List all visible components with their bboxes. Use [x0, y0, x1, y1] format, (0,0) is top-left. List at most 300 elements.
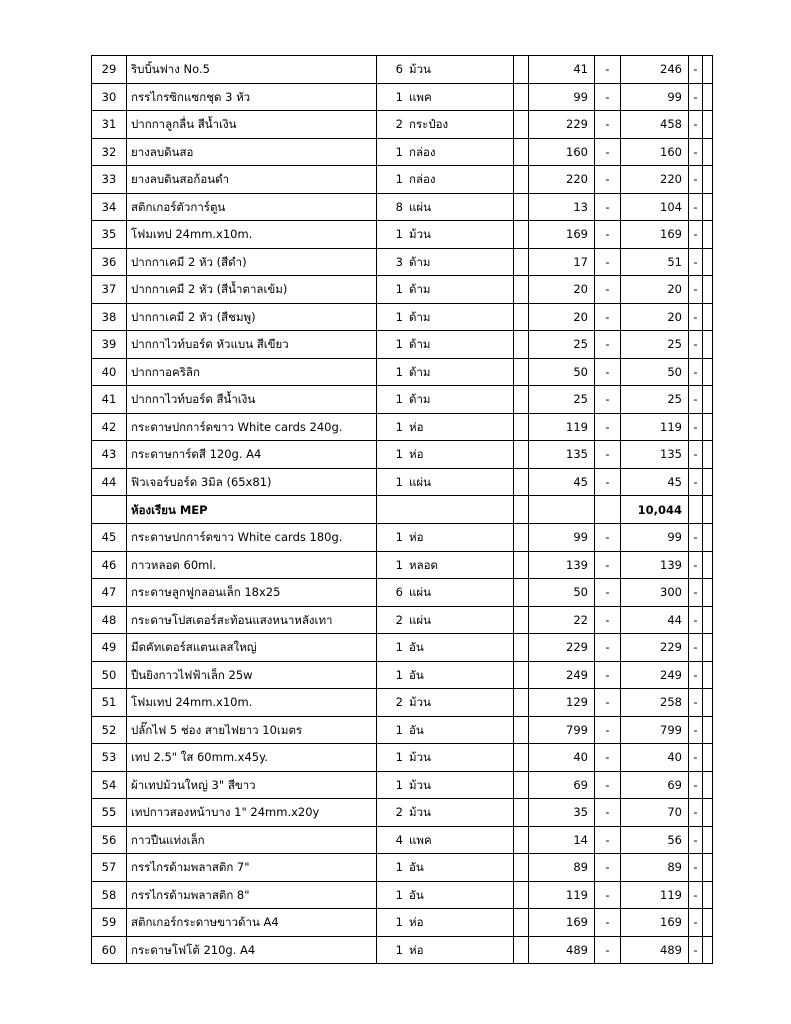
- item-unit: แพค: [409, 89, 432, 104]
- total-dash: -: [689, 358, 703, 386]
- blank-cell: [514, 303, 529, 331]
- total-dash: -: [689, 331, 703, 359]
- table-row: [92, 358, 713, 386]
- item-quantity-cell: [377, 881, 514, 909]
- item-quantity-cell: [377, 83, 514, 111]
- item-unit-price: 50: [529, 358, 595, 386]
- price-dash: -: [595, 524, 621, 552]
- item-number: 55: [92, 799, 127, 827]
- item-number: 54: [92, 771, 127, 799]
- blank-cell: [514, 413, 529, 441]
- end-cell: [703, 744, 713, 772]
- end-cell: [703, 909, 713, 937]
- total-dash: -: [689, 303, 703, 331]
- item-total: 20: [621, 303, 689, 331]
- item-unit: แผ่น: [409, 199, 432, 214]
- item-unit: ด้าม: [409, 392, 431, 407]
- total-dash: -: [689, 716, 703, 744]
- item-total: 25: [621, 331, 689, 359]
- item-description: ปากกาไวท์บอร์ด สีน้ำเงิน: [127, 386, 377, 414]
- price-dash: -: [595, 744, 621, 772]
- item-quantity-cell: [377, 716, 514, 744]
- item-number: 51: [92, 689, 127, 717]
- item-quantity: 6: [395, 62, 403, 77]
- section-total: 10,044: [621, 496, 689, 524]
- price-dash: -: [595, 634, 621, 662]
- total-dash: -: [689, 606, 703, 634]
- item-unit-price: 135: [529, 441, 595, 469]
- item-unit-price: 799: [529, 716, 595, 744]
- end-cell: [703, 56, 713, 84]
- item-quantity-cell: [377, 303, 514, 331]
- items-group-2: [92, 524, 713, 964]
- item-unit-price: 160: [529, 138, 595, 166]
- section-group: [92, 496, 713, 524]
- item-number: 31: [92, 111, 127, 139]
- item-unit-price: 50: [529, 579, 595, 607]
- total-dash: -: [689, 441, 703, 469]
- total-dash: -: [689, 936, 703, 964]
- end-cell: [703, 166, 713, 194]
- item-total: 25: [621, 386, 689, 414]
- item-unit: ห่อ: [409, 447, 424, 462]
- item-description: สติกเกอร์ตัวการ์ตูน: [127, 193, 377, 221]
- item-total: 20: [621, 276, 689, 304]
- blank-cell: [514, 221, 529, 249]
- item-quantity-cell: [377, 56, 514, 84]
- end-cell: [703, 716, 713, 744]
- item-number: 49: [92, 634, 127, 662]
- blank-cell: [514, 936, 529, 964]
- item-number: 44: [92, 468, 127, 496]
- item-unit: ม้วน: [409, 695, 431, 710]
- item-unit: ม้วน: [409, 805, 431, 820]
- price-dash: -: [595, 854, 621, 882]
- end-cell: [703, 826, 713, 854]
- item-description: กระดาษการ์ดสี 120g. A4: [127, 441, 377, 469]
- end-cell: [703, 303, 713, 331]
- total-dash: -: [689, 111, 703, 139]
- table-row: [92, 248, 713, 276]
- item-quantity: 6: [395, 585, 403, 600]
- total-dash: -: [689, 881, 703, 909]
- table-row: [92, 579, 713, 607]
- item-quantity-cell: [377, 111, 514, 139]
- price-dash: -: [595, 771, 621, 799]
- item-quantity: 1: [395, 364, 403, 379]
- item-unit: แผ่น: [409, 474, 432, 489]
- item-total: 56: [621, 826, 689, 854]
- table-row: [92, 744, 713, 772]
- table-row: [92, 854, 713, 882]
- total-dash: -: [689, 166, 703, 194]
- total-dash: -: [689, 56, 703, 84]
- item-unit: ห่อ: [409, 942, 424, 957]
- section-dash2-cell: [689, 496, 703, 524]
- item-number: 52: [92, 716, 127, 744]
- item-total: 799: [621, 716, 689, 744]
- price-dash: -: [595, 83, 621, 111]
- item-description: กาวปืนแท่งเล็ก: [127, 826, 377, 854]
- price-dash: -: [595, 881, 621, 909]
- item-unit: ม้วน: [409, 62, 431, 77]
- total-dash: -: [689, 276, 703, 304]
- item-quantity-cell: [377, 276, 514, 304]
- total-dash: -: [689, 854, 703, 882]
- item-quantity-cell: [377, 634, 514, 662]
- item-unit: อัน: [409, 860, 424, 875]
- price-dash: -: [595, 56, 621, 84]
- item-total: 229: [621, 634, 689, 662]
- end-cell: [703, 83, 713, 111]
- item-quantity-cell: [377, 771, 514, 799]
- item-unit: ม้วน: [409, 750, 431, 765]
- item-description: เทป 2.5" ใส 60mm.x45y.: [127, 744, 377, 772]
- item-total: 300: [621, 579, 689, 607]
- blank-cell: [514, 661, 529, 689]
- end-cell: [703, 661, 713, 689]
- section-price-cell: [529, 496, 595, 524]
- item-unit-price: 99: [529, 83, 595, 111]
- section-qty-cell: [377, 496, 514, 524]
- price-dash: -: [595, 799, 621, 827]
- price-dash: -: [595, 386, 621, 414]
- item-quantity: 1: [395, 474, 403, 489]
- item-unit: ด้าม: [409, 364, 431, 379]
- blank-cell: [514, 881, 529, 909]
- item-number: 39: [92, 331, 127, 359]
- item-unit-price: 489: [529, 936, 595, 964]
- item-number: 48: [92, 606, 127, 634]
- item-number: 47: [92, 579, 127, 607]
- blank-cell: [514, 83, 529, 111]
- item-total: 489: [621, 936, 689, 964]
- section-dash-cell: [595, 496, 621, 524]
- item-description: ปากกาเคมี 2 หัว (สีชมพู): [127, 303, 377, 331]
- item-number: 60: [92, 936, 127, 964]
- item-unit: ห่อ: [409, 915, 424, 930]
- item-quantity-cell: [377, 689, 514, 717]
- total-dash: -: [689, 221, 703, 249]
- total-dash: -: [689, 744, 703, 772]
- table-row: [92, 386, 713, 414]
- item-quantity: 1: [395, 750, 403, 765]
- end-cell: [703, 358, 713, 386]
- item-quantity: 1: [395, 282, 403, 297]
- table-row: [92, 276, 713, 304]
- table-row: [92, 551, 713, 579]
- item-total: 139: [621, 551, 689, 579]
- item-quantity-cell: [377, 386, 514, 414]
- item-quantity: 1: [395, 667, 403, 682]
- item-number: 42: [92, 413, 127, 441]
- item-unit: อัน: [409, 722, 424, 737]
- item-quantity: 2: [395, 612, 403, 627]
- table-row: [92, 111, 713, 139]
- table-row: [92, 441, 713, 469]
- item-unit-price: 229: [529, 111, 595, 139]
- end-cell: [703, 689, 713, 717]
- item-unit-price: 22: [529, 606, 595, 634]
- table-row: [92, 331, 713, 359]
- price-dash: -: [595, 221, 621, 249]
- item-unit-price: 14: [529, 826, 595, 854]
- item-total: 50: [621, 358, 689, 386]
- price-dash: -: [595, 606, 621, 634]
- end-cell: [703, 248, 713, 276]
- item-description: มีดคัทเตอร์สแตนเลสใหญ่: [127, 634, 377, 662]
- blank-cell: [514, 716, 529, 744]
- total-dash: -: [689, 551, 703, 579]
- item-description: ริบบิ้นฟาง No.5: [127, 56, 377, 84]
- price-dash: -: [595, 413, 621, 441]
- item-quantity: 8: [395, 199, 403, 214]
- end-cell: [703, 386, 713, 414]
- price-dash: -: [595, 909, 621, 937]
- item-quantity: 1: [395, 144, 403, 159]
- total-dash: -: [689, 248, 703, 276]
- item-description: สติกเกอร์กระดาษขาวด้าน A4: [127, 909, 377, 937]
- end-cell: [703, 441, 713, 469]
- item-total: 220: [621, 166, 689, 194]
- table-row: [92, 413, 713, 441]
- item-description: กรรไกรซิกแซกชุด 3 หัว: [127, 83, 377, 111]
- end-cell: [703, 606, 713, 634]
- item-description: ปืนยิงกาวไฟฟ้าเล็ก 25w: [127, 661, 377, 689]
- blank-cell: [514, 579, 529, 607]
- item-unit-price: 20: [529, 276, 595, 304]
- item-description: โฟมเทป 24mm.x10m.: [127, 689, 377, 717]
- item-number: 46: [92, 551, 127, 579]
- item-description: กระดาษโปสเตอร์สะท้อนแสงหนาหลังเทา: [127, 606, 377, 634]
- end-cell: [703, 524, 713, 552]
- item-quantity-cell: [377, 854, 514, 882]
- item-description: กระดาษโฟโต้ 210g. A4: [127, 936, 377, 964]
- item-description: กระดาษปกการ์ดขาว White cards 180g.: [127, 524, 377, 552]
- item-description: ปากกาเคมี 2 หัว (สีน้ำตาลเข้ม): [127, 276, 377, 304]
- item-quantity: 4: [395, 832, 403, 847]
- item-quantity-cell: [377, 221, 514, 249]
- item-quantity: 1: [395, 860, 403, 875]
- item-description: กรรไกรด้ามพลาสติก 8": [127, 881, 377, 909]
- item-total: 44: [621, 606, 689, 634]
- item-number: 56: [92, 826, 127, 854]
- table-row: [92, 936, 713, 964]
- item-unit-price: 40: [529, 744, 595, 772]
- item-quantity-cell: [377, 331, 514, 359]
- item-quantity-cell: [377, 799, 514, 827]
- total-dash: -: [689, 661, 703, 689]
- blank-cell: [514, 744, 529, 772]
- end-cell: [703, 138, 713, 166]
- item-unit-price: 41: [529, 56, 595, 84]
- price-dash: -: [595, 303, 621, 331]
- end-cell: [703, 413, 713, 441]
- table-row: [92, 881, 713, 909]
- blank-cell: [514, 606, 529, 634]
- item-quantity: 2: [395, 117, 403, 132]
- total-dash: -: [689, 413, 703, 441]
- blank-cell: [514, 909, 529, 937]
- price-dash: -: [595, 716, 621, 744]
- total-dash: -: [689, 799, 703, 827]
- item-unit: ด้าม: [409, 309, 431, 324]
- items-table: [91, 55, 713, 964]
- end-cell: [703, 854, 713, 882]
- item-quantity-cell: [377, 468, 514, 496]
- end-cell: [703, 579, 713, 607]
- item-description: กระดาษปกการ์ดขาว White cards 240g.: [127, 413, 377, 441]
- item-description: ฟิวเจอร์บอร์ด 3มิล (65x81): [127, 468, 377, 496]
- item-unit-price: 25: [529, 386, 595, 414]
- item-quantity: 1: [395, 722, 403, 737]
- item-unit: ด้าม: [409, 282, 431, 297]
- item-quantity: 1: [395, 915, 403, 930]
- item-unit-price: 17: [529, 248, 595, 276]
- item-total: 119: [621, 881, 689, 909]
- item-quantity: 1: [395, 89, 403, 104]
- table-row: [92, 303, 713, 331]
- item-total: 89: [621, 854, 689, 882]
- end-cell: [703, 111, 713, 139]
- item-quantity-cell: [377, 551, 514, 579]
- item-unit-price: 229: [529, 634, 595, 662]
- item-unit-price: 119: [529, 413, 595, 441]
- blank-cell: [514, 689, 529, 717]
- item-unit: กล่อง: [409, 144, 436, 159]
- price-dash: -: [595, 276, 621, 304]
- section-end-cell: [703, 496, 713, 524]
- item-total: 119: [621, 413, 689, 441]
- item-number: 36: [92, 248, 127, 276]
- blank-cell: [514, 111, 529, 139]
- item-number: 59: [92, 909, 127, 937]
- price-dash: -: [595, 138, 621, 166]
- total-dash: -: [689, 193, 703, 221]
- item-number: 29: [92, 56, 127, 84]
- item-quantity: 1: [395, 942, 403, 957]
- table-row: [92, 166, 713, 194]
- total-dash: -: [689, 909, 703, 937]
- section-num-cell: [92, 496, 127, 524]
- table-row: [92, 606, 713, 634]
- blank-cell: [514, 331, 529, 359]
- item-description: ปากกาลูกลื่น สีน้ำเงิน: [127, 111, 377, 139]
- item-total: 160: [621, 138, 689, 166]
- item-total: 70: [621, 799, 689, 827]
- section-title: ห้องเรียน MEP: [127, 496, 377, 524]
- table-row: [92, 799, 713, 827]
- item-total: 135: [621, 441, 689, 469]
- item-total: 249: [621, 661, 689, 689]
- section-header-row: [92, 496, 713, 524]
- item-quantity-cell: [377, 579, 514, 607]
- item-number: 32: [92, 138, 127, 166]
- table-row: [92, 221, 713, 249]
- item-description: กรรไกรด้ามพลาสติก 7": [127, 854, 377, 882]
- item-unit-price: 35: [529, 799, 595, 827]
- price-dash: -: [595, 551, 621, 579]
- item-description: ปลั๊กไฟ 5 ช่อง สายไฟยาว 10เมตร: [127, 716, 377, 744]
- item-unit: กล่อง: [409, 172, 436, 187]
- item-unit: อัน: [409, 887, 424, 902]
- item-number: 53: [92, 744, 127, 772]
- item-quantity: 2: [395, 695, 403, 710]
- item-total: 458: [621, 111, 689, 139]
- item-unit: กระป๋อง: [409, 117, 449, 132]
- blank-cell: [514, 166, 529, 194]
- item-quantity: 1: [395, 337, 403, 352]
- item-description: โฟมเทป 24mm.x10m.: [127, 221, 377, 249]
- item-quantity-cell: [377, 606, 514, 634]
- item-number: 41: [92, 386, 127, 414]
- item-unit-price: 169: [529, 909, 595, 937]
- end-cell: [703, 276, 713, 304]
- blank-cell: [514, 634, 529, 662]
- price-dash: -: [595, 166, 621, 194]
- item-quantity-cell: [377, 138, 514, 166]
- item-quantity-cell: [377, 441, 514, 469]
- item-number: 30: [92, 83, 127, 111]
- price-dash: -: [595, 689, 621, 717]
- item-number: 40: [92, 358, 127, 386]
- blank-cell: [514, 826, 529, 854]
- item-quantity: 1: [395, 227, 403, 242]
- item-total: 258: [621, 689, 689, 717]
- item-description: ปากกาอคริลิก: [127, 358, 377, 386]
- item-number: 58: [92, 881, 127, 909]
- blank-cell: [514, 248, 529, 276]
- price-dash: -: [595, 358, 621, 386]
- item-quantity: 1: [395, 777, 403, 792]
- total-dash: -: [689, 634, 703, 662]
- item-total: 69: [621, 771, 689, 799]
- total-dash: -: [689, 524, 703, 552]
- blank-cell: [514, 441, 529, 469]
- item-quantity-cell: [377, 826, 514, 854]
- item-number: 35: [92, 221, 127, 249]
- table-row: [92, 689, 713, 717]
- table-row: [92, 634, 713, 662]
- total-dash: -: [689, 468, 703, 496]
- table-row: [92, 661, 713, 689]
- item-quantity: 2: [395, 805, 403, 820]
- item-quantity: 1: [395, 887, 403, 902]
- item-description: ยางลบดินสอก้อนดำ: [127, 166, 377, 194]
- end-cell: [703, 551, 713, 579]
- price-dash: -: [595, 826, 621, 854]
- item-description: กระดาษลูกฟูกลอนเล็ก 18x25: [127, 579, 377, 607]
- blank-cell: [514, 193, 529, 221]
- item-number: 50: [92, 661, 127, 689]
- item-number: 37: [92, 276, 127, 304]
- end-cell: [703, 634, 713, 662]
- item-description: ปากกาไวท์บอร์ด หัวแบน สีเขียว: [127, 331, 377, 359]
- table-row: [92, 826, 713, 854]
- table-row: [92, 138, 713, 166]
- item-quantity-cell: [377, 524, 514, 552]
- item-description: ยางลบดินสอ: [127, 138, 377, 166]
- item-unit-price: 249: [529, 661, 595, 689]
- item-total: 45: [621, 468, 689, 496]
- table-row: [92, 193, 713, 221]
- total-dash: -: [689, 579, 703, 607]
- item-quantity-cell: [377, 248, 514, 276]
- price-dash: -: [595, 441, 621, 469]
- item-unit-price: 69: [529, 771, 595, 799]
- item-description: ผ้าเทปม้วนใหญ่ 3" สีขาว: [127, 771, 377, 799]
- price-dash: -: [595, 468, 621, 496]
